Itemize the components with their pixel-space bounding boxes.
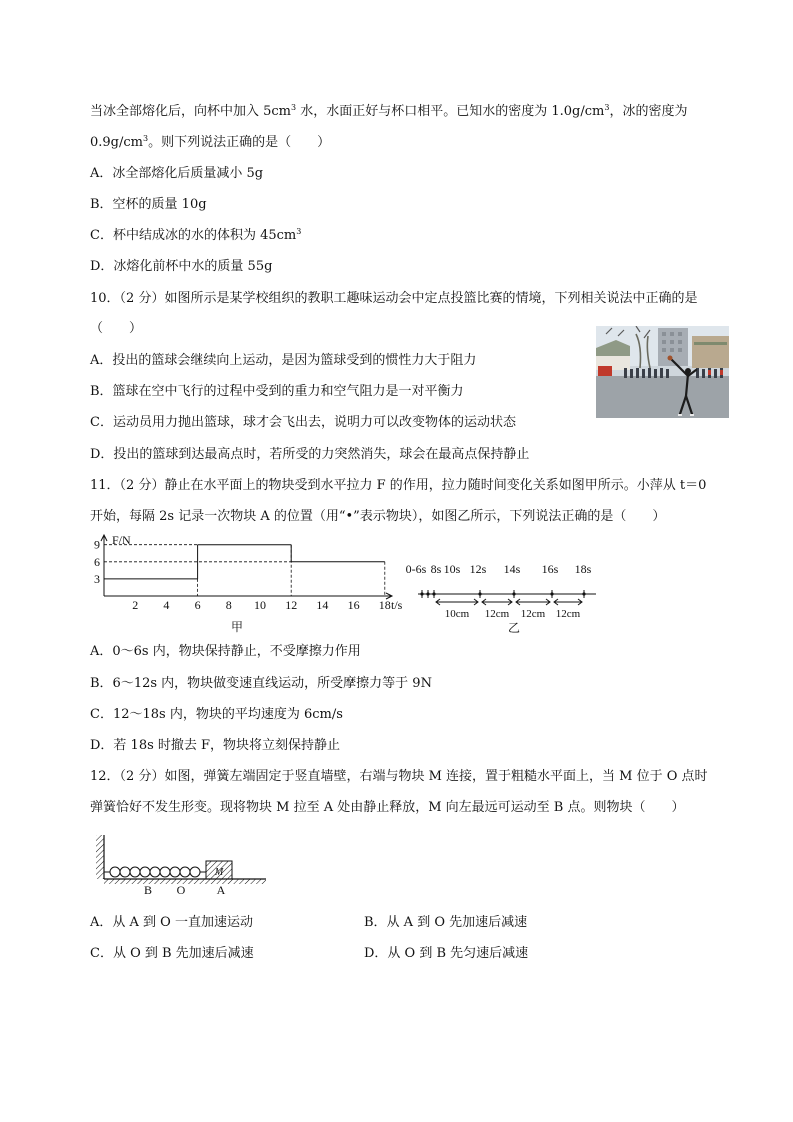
x-tick-label: 6 <box>194 598 201 612</box>
q10-stem-line1: 10．（2 分）如图所示是某学校组织的教职工趣味运动会中定点投篮比赛的情境，下列相关说法中正确的是 <box>90 291 698 306</box>
q11-option-d: D．若 18s 时撤去 F，物块将立刻保持静止 <box>90 738 341 753</box>
y-tick-label: 6 <box>94 554 100 569</box>
spring-block-diagram <box>92 833 272 897</box>
q9-option-a: A．冰全部熔化后质量减小 5g <box>90 166 264 181</box>
q11-stem-line1: 11．（2 分）静止在水平面上的物块受到水平拉力 F 的作用，拉力随时间变化关系如图甲所示。小萍从 t＝0 <box>90 478 707 493</box>
x-tick-label: 10 <box>254 598 266 612</box>
time-label: 10s <box>443 562 461 576</box>
q11-option-b: B．6～12s 内，物块做变速直线运动，所受摩擦力等于 9N <box>90 676 432 691</box>
x-axis-label: t/s <box>391 598 403 612</box>
wall <box>96 835 104 879</box>
time-label: 18s <box>574 562 592 576</box>
force-time-graph <box>86 532 416 636</box>
basketball-photo <box>596 326 729 418</box>
time-label: 14s <box>503 562 521 576</box>
q9-option-c: C．杯中结成冰的水的体积为 $45cm^3$ <box>90 227 302 243</box>
figure-caption-jia: 甲 <box>230 620 244 634</box>
x-tick-label: 8 <box>225 598 232 612</box>
q9-stem-line2: $0.9g/cm^3$。则下列说法正确的是（ ） <box>90 134 331 150</box>
x-tick-label: 2 <box>132 598 139 612</box>
q12-option-a: A．从 A 到 O 一直加速运动 <box>90 915 253 930</box>
x-tick-label: 14 <box>316 598 329 612</box>
y-tick-label: 3 <box>94 571 100 586</box>
q12-stem-line2: 弹簧恰好不发生形变。现将物块 M 拉至 A 处由静止释放，M 向左最远可运动至 B 点。则物块（ ） <box>90 800 685 815</box>
x-tick-label: 16 <box>347 598 360 612</box>
point-b-label: B <box>143 883 153 897</box>
q10-option-b: B．篮球在空中飞行的过程中受到的重力和空气阻力是一对平衡力 <box>90 384 464 399</box>
q12-option-d: D．从 O 到 B 先匀速后减速 <box>364 946 529 961</box>
time-label: 8s <box>430 562 442 576</box>
point-a-label: A <box>216 883 226 897</box>
q10-option-d: D．投出的篮球到达最高点时，若所受的力突然消失，球会在最高点保持静止 <box>90 447 530 462</box>
time-label: 16s <box>541 562 559 576</box>
x-tick-label: 4 <box>163 598 170 612</box>
q9-option-b: B．空杯的质量 10g <box>90 197 207 212</box>
y-tick-label: 9 <box>94 537 100 552</box>
q9-stem-line1: 当冰全部熔化后，向杯中加入 $5cm^3$ 水，水面正好与杯口相平。已知水的密度为 $1.0g/cm^3$，冰的密度为 <box>90 103 688 119</box>
q11-stem-line2: 开始，每隔 2s 记录一次物块 A 的位置（用“•”表示物块），如图乙所示，下列说法正确的是（ ） <box>90 509 666 524</box>
position-record-diagram <box>396 556 606 636</box>
point-o-label: O <box>176 883 186 897</box>
spring <box>104 867 206 877</box>
q9-option-d: D．冰熔化前杯中水的质量 55g <box>90 259 273 274</box>
time-label: 12s <box>469 562 487 576</box>
distance-label: 12cm <box>520 608 546 620</box>
q12-option-c: C．从 O 到 B 先加速后减速 <box>90 946 254 961</box>
q11-option-a: A．0～6s 内，物块保持静止，不受摩擦力作用 <box>90 644 361 659</box>
x-tick-label: 18 <box>378 598 391 612</box>
block-m-label: M <box>214 867 224 878</box>
q12-stem-line1: 12．（2 分）如图，弹簧左端固定于竖直墙壁，右端与物块 M 连接，置于粗糙水平面上，当 M 位于 O 点时 <box>90 769 708 784</box>
q11-option-c: C．12～18s 内，物块的平均速度为 6cm/s <box>90 707 343 722</box>
x-tick-label: 12 <box>285 598 298 612</box>
y-axis-label: F/N <box>112 533 131 547</box>
distance-label: 12cm <box>555 608 581 620</box>
q10-option-a: A．投出的篮球会继续向上运动，是因为篮球受到的惯性力大于阻力 <box>90 353 477 368</box>
q10-option-c: C．运动员用力抛出篮球，球才会飞出去，说明力可以改变物体的运动状态 <box>90 415 516 430</box>
figure-caption-yi: 乙 <box>507 621 521 635</box>
time-label: 0-6s <box>405 562 427 576</box>
distance-label: 10cm <box>444 608 470 620</box>
distance-label: 12cm <box>484 608 510 620</box>
q12-option-b: B．从 A 到 O 先加速后减速 <box>364 915 528 930</box>
q10-stem-line2: （ ） <box>90 321 143 336</box>
